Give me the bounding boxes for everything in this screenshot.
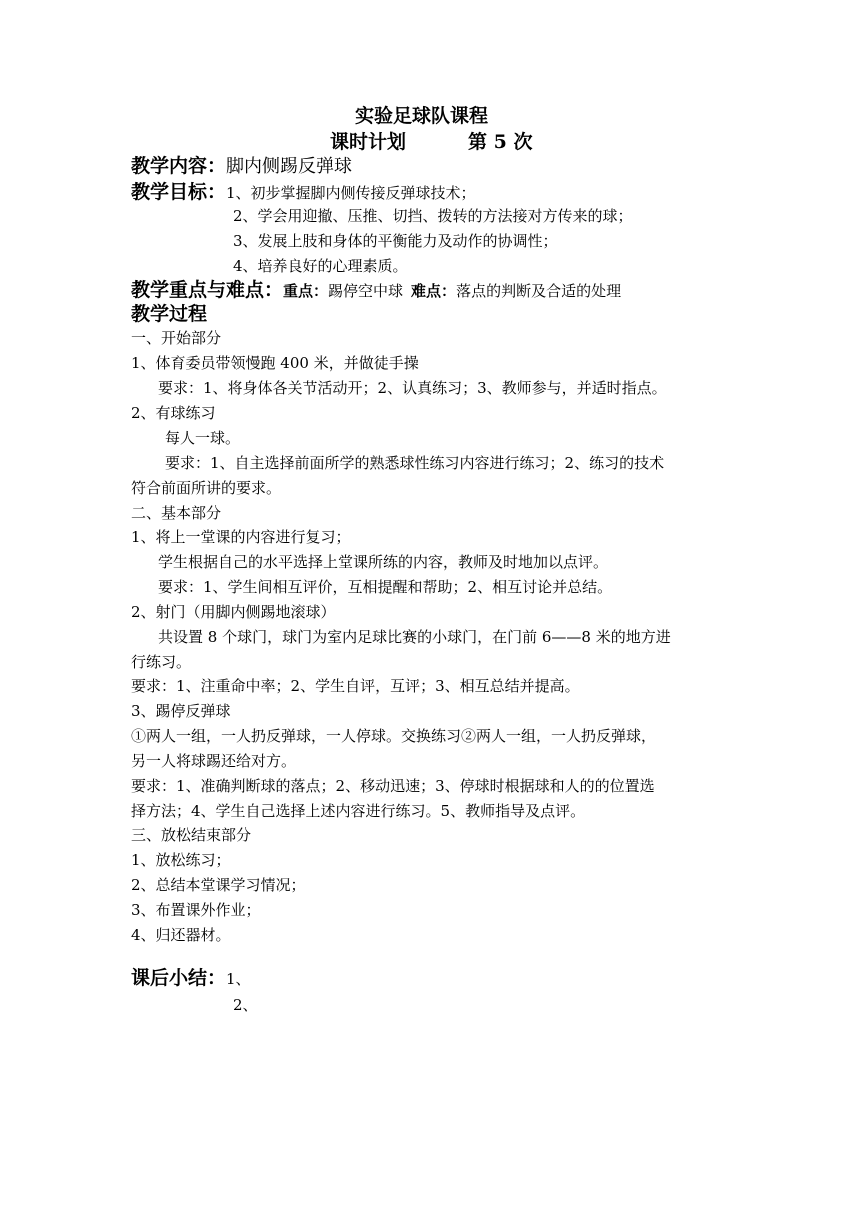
body-line: 3、布置课外作业； [131, 901, 261, 919]
body-line: 学生根据自己的水平选择上堂课所练的内容，教师及时地加以点评。 [158, 553, 609, 571]
body-line: 1、放松练习； [131, 851, 231, 869]
summary-item: 2、 [233, 996, 258, 1014]
objective-item: 3、发展上肢和身体的平衡能力及动作的协调性； [233, 232, 558, 250]
objective-item: 4、培养良好的心理素质。 [233, 257, 408, 275]
teaching-objectives [131, 180, 476, 205]
process-heading: 教学过程 [131, 303, 208, 325]
objectives-label: 教学目标： [131, 181, 227, 203]
body-line: 择方法；4、学生自己选择上述内容进行练习。5、教师指导及点评。 [131, 802, 586, 820]
body-line: 二、基本部分 [131, 504, 222, 522]
body-line: 2、射门（用脚内侧踢地滚球） [131, 603, 336, 621]
summary-label: 课后小结： [131, 967, 227, 989]
difficulty-value: 落点的判断及合适的处理 [456, 282, 622, 300]
body-line: 4、归还器材。 [131, 926, 231, 944]
body-line: 要求：1、自主选择前面所学的熟悉球性练习内容进行练习；2、练习的技术 [165, 454, 665, 472]
body-line: 1、将上一堂课的内容进行复习； [131, 528, 351, 546]
body-line: 一、开始部分 [131, 329, 222, 347]
body-line: 3、踢停反弹球 [131, 702, 231, 720]
body-line: 1、体育委员带领慢跑 400 米，并做徒手操 [131, 354, 419, 372]
teaching-content [131, 154, 352, 179]
body-line: 要求：1、注重命中率；2、学生自评，互评；3、相互总结并提高。 [131, 677, 580, 695]
key-label: 重点： [283, 282, 329, 300]
session-number: 第 5 次 [468, 131, 533, 153]
summary-item: 1、 [226, 970, 251, 988]
objective-item: 1、初步掌握脚内侧传接反弹球技术； [226, 184, 476, 202]
body-line: 要求：1、准确判断球的落点；2、移动迅速；3、停球时根据球和人的的位置选 [131, 777, 655, 795]
body-line: 行练习。 [131, 653, 192, 671]
key-value: 踢停空中球 [328, 282, 404, 300]
body-line: 另一人将球踢还给对方。 [131, 752, 297, 770]
teaching-content-label: 教学内容： [131, 155, 227, 177]
objective-item: 2、学会用迎撤、压推、切挡、拨转的方法接对方传来的球； [233, 207, 633, 225]
key-points-label: 教学重点与难点： [131, 279, 284, 301]
body-line: 符合前面所讲的要求。 [131, 479, 282, 497]
body-line: 共设置 8 个球门，球门为室内足球比赛的小球门，在门前 6——8 米的地方进 [158, 628, 671, 646]
body-line: 2、总结本堂课学习情况； [131, 876, 306, 894]
body-line: 要求：1、将身体各关节活动开；2、认真练习；3、教师参与，并适时指点。 [158, 379, 667, 397]
body-line: 要求：1、学生间相互评价，互相提醒和帮助；2、相互讨论并总结。 [158, 578, 613, 596]
document-title: 实验足球队课程 [355, 105, 489, 127]
teaching-content-value: 脚内侧踢反弹球 [226, 156, 353, 177]
body-line: 三、放松结束部分 [131, 826, 252, 844]
body-line: ①两人一组，一人扔反弹球，一人停球。交换练习②两人一组，一人扔反弹球， [131, 727, 657, 745]
difficulty-label: 难点： [411, 282, 457, 300]
key-points [131, 278, 621, 303]
body-line: 每人一球。 [165, 429, 241, 447]
body-line: 2、有球练习 [131, 404, 216, 422]
document-subtitle: 课时计划 [330, 131, 407, 153]
after-class-summary [131, 966, 251, 991]
